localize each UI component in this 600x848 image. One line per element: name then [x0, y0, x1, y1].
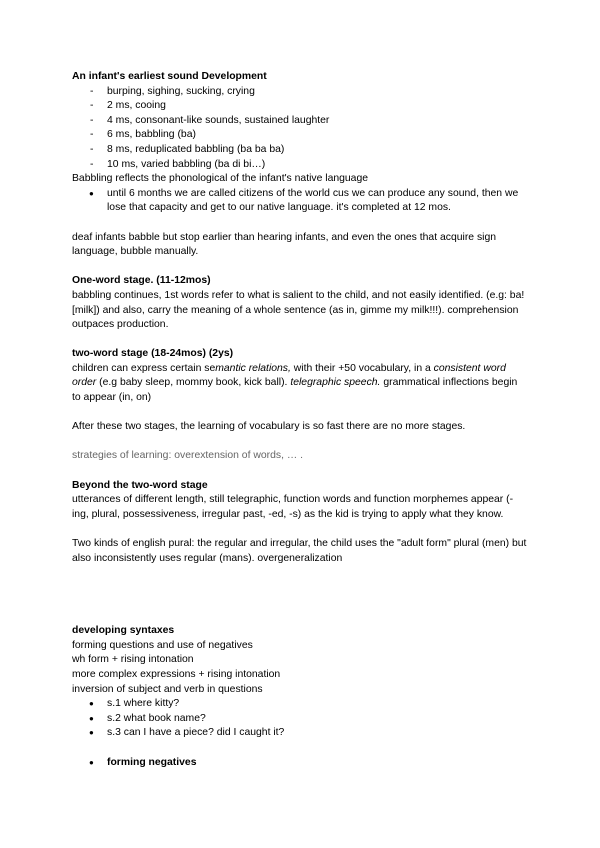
list-item: - 2 ms, cooing	[72, 99, 528, 114]
line: inversion of subject and verb in questions	[72, 683, 263, 695]
emphasis: consistent word order	[72, 362, 506, 389]
list-item: ● until 6 months we are called citizens of the world cus we can produce any sound, then we lose that capacity and get to our native language. it's completed at 12 mos.	[72, 187, 528, 216]
list-item: - 6 ms, babbling (ba)	[72, 128, 528, 143]
section-heading: An infant's earliest sound Development	[72, 71, 267, 82]
list-item: - 10 ms, varied babbling (ba di bi…)	[72, 158, 528, 173]
paragraph	[72, 362, 528, 406]
paragraph: After these two stages, the learning of vocabulary is so fast there are no more stages.	[72, 421, 466, 433]
bullet-list	[72, 697, 528, 741]
line: wh form + rising intonation	[72, 654, 194, 666]
list-item: ● forming negatives	[72, 756, 528, 771]
list-item: ● s.2 what book name?	[72, 712, 528, 727]
emphasis: mantic relations,	[215, 362, 291, 374]
paragraph: Babbling reflects the phonological of the infant's native language	[72, 173, 369, 185]
list-item: ● s.1 where kitty?	[72, 697, 528, 712]
document-page	[72, 70, 528, 770]
line: more complex expressions + rising intonation	[72, 668, 281, 680]
paragraph: strategies of learning: overextension of words, … .	[72, 450, 304, 462]
section-heading: Beyond the two-word stage	[72, 479, 208, 491]
list-item: - 8 ms, reduplicated babbling (ba ba ba)	[72, 143, 528, 158]
paragraph: deaf infants babble but stop earlier than hearing infants, and even the ones that acquire sign language, bubble manually.	[72, 231, 497, 258]
paragraph: Two kinds of english pural: the regular and irregular, the child uses the "adult form" plural (men) but also inconsistently uses regular (mans). overgeneralization	[72, 538, 527, 564]
line: forming questions and use of negatives	[72, 639, 253, 651]
text-run: with their +50 vocabulary, in a	[290, 362, 434, 374]
text-run: grammatical inflections begin to appear (in, on)	[72, 377, 518, 404]
section-heading: developing syntaxes	[72, 625, 175, 637]
bullet-list	[72, 756, 528, 771]
text-run: children can express certain se	[72, 362, 216, 374]
sound-development-list	[72, 85, 528, 173]
list-item: ● s.3 can I have a piece? did I caught it?	[72, 726, 528, 741]
section-heading: One-word stage. (11-12mos)	[72, 275, 211, 287]
list-item: - 4 ms, consonant-like sounds, sustained laughter	[72, 114, 528, 129]
paragraph: utterances of different length, still telegraphic, function words and function morphemes appear (-ing, plural, possessiveness, irregular past, -ed, -s) as the kid is trying to apply what they know.	[72, 494, 514, 520]
text-run: (e.g baby sleep, mommy book, kick ball).	[96, 377, 291, 389]
list-item: - burping, sighing, sucking, crying	[72, 85, 528, 100]
bullet-list	[72, 187, 528, 216]
emphasis: telegraphic speech.	[290, 377, 381, 389]
section-heading: two-word stage (18-24mos) (2ys)	[72, 348, 234, 360]
paragraph: babbling continues, 1st words refer to what is salient to the child, and not easily identified. (e.g: ba! [milk]) and also, carry the meaning of a whole sentence (as in, gimme my milk!!!). comprehension outpaces production.	[72, 289, 525, 331]
